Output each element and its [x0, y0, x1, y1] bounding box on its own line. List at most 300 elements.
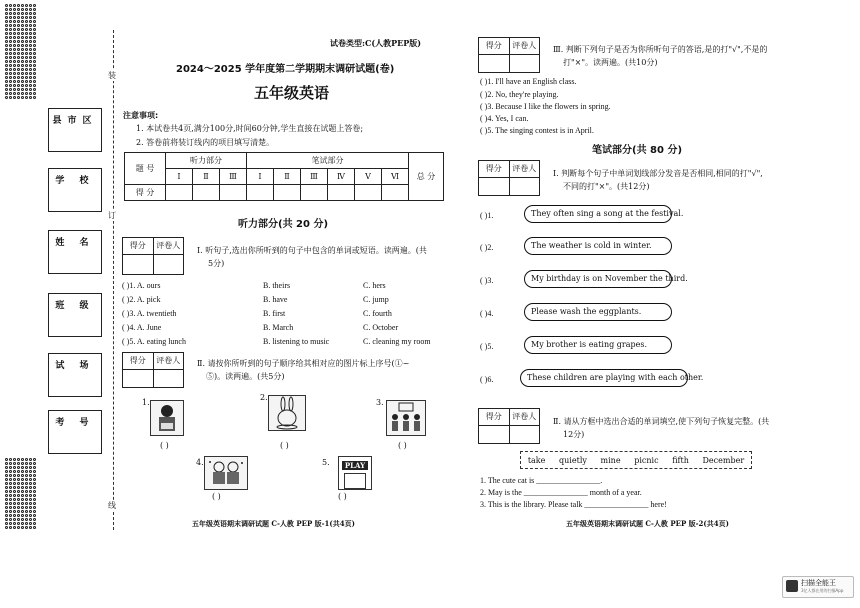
mini-score-cell[interactable] — [123, 370, 154, 387]
binding-ring — [9, 506, 12, 509]
written-q1-instruction-2: 不同的打"×"。(共12分) — [563, 182, 650, 191]
binding-ring — [9, 494, 12, 497]
score-cell[interactable] — [166, 185, 193, 201]
binding-ring — [21, 76, 24, 79]
score-col-w2: Ⅱ — [274, 169, 301, 185]
field-exam-room-label: 试 场 — [55, 361, 95, 371]
binding-ring — [13, 92, 16, 95]
binding-ring — [5, 36, 8, 39]
binding-ring — [5, 16, 8, 19]
binding-ring — [21, 60, 24, 63]
binding-ring — [25, 76, 28, 79]
binding-ring — [9, 518, 12, 521]
binding-ring — [33, 16, 36, 19]
field-name-label: 姓 名 — [55, 238, 95, 248]
binding-ring — [29, 88, 32, 91]
score-cell[interactable] — [328, 185, 355, 201]
binding-ring — [25, 474, 28, 477]
binding-ring — [9, 24, 12, 27]
binding-ring — [5, 68, 8, 71]
binding-ring — [29, 52, 32, 55]
listening-q3-row-4: ( )4. Yes, I can. — [480, 114, 529, 123]
binding-rings-top — [2, 4, 38, 100]
mini-score-cell[interactable] — [479, 55, 510, 72]
binding-ring — [9, 470, 12, 473]
binding-ring — [33, 80, 36, 83]
exam-title: 2024～2025 学年度第二学期期末调研试题(卷) — [176, 64, 395, 75]
binding-ring — [13, 52, 16, 55]
binding-ring — [21, 36, 24, 39]
listening-q3-row-3: ( )3. Because I like the flowers in spring. — [480, 102, 611, 111]
watermark-subtext: 3亿人都在用的扫描App — [801, 588, 844, 593]
binding-ring — [9, 458, 12, 461]
binding-ring — [25, 24, 28, 27]
binding-ring — [29, 96, 32, 99]
binding-ring — [29, 44, 32, 47]
picture-1-answer[interactable]: ( ) — [160, 441, 169, 450]
listening-q2-instruction-2: ⑤)。读两遍。(共5分) — [206, 372, 285, 381]
mini-grader-cell[interactable] — [154, 255, 184, 274]
binding-ring — [21, 20, 24, 23]
binding-ring — [25, 56, 28, 59]
score-cell[interactable] — [355, 185, 382, 201]
picture-2-num: 2. — [260, 393, 268, 402]
word-bank-item: picnic — [634, 455, 659, 465]
binding-ring — [25, 522, 28, 525]
binding-ring — [33, 52, 36, 55]
binding-ring — [33, 72, 36, 75]
picture-2-answer[interactable]: ( ) — [280, 441, 289, 450]
binding-ring — [9, 68, 12, 71]
binding-ring — [21, 494, 24, 497]
binding-ring — [5, 28, 8, 31]
score-col-w4: Ⅳ — [328, 169, 355, 185]
binding-ring — [17, 482, 20, 485]
binding-ring — [25, 458, 28, 461]
field-exam-number[interactable] — [48, 410, 102, 454]
binding-ring — [33, 68, 36, 71]
binding-ring — [9, 482, 12, 485]
binding-ring — [17, 20, 20, 23]
field-school-label: 学 校 — [55, 176, 95, 186]
binding-ring — [29, 32, 32, 35]
binding-ring — [5, 510, 8, 513]
score-cell[interactable] — [220, 185, 247, 201]
binding-ring — [29, 482, 32, 485]
binding-ring — [29, 28, 32, 31]
notes-item-2: 2. 答卷前将装订线内的项目填写清楚。 — [136, 138, 275, 147]
binding-ring — [17, 56, 20, 59]
binding-ring — [21, 506, 24, 509]
binding-ring — [29, 490, 32, 493]
binding-ring — [17, 92, 20, 95]
binding-rings-bottom — [2, 458, 38, 530]
binding-ring — [5, 60, 8, 63]
binding-ring — [21, 470, 24, 473]
binding-ring — [29, 72, 32, 75]
mini-grader-cell[interactable] — [154, 370, 184, 387]
binding-ring — [33, 506, 36, 509]
mini-score-cell[interactable] — [479, 426, 510, 443]
listening-q1-row-5-b: B. listening to music — [263, 337, 330, 346]
binding-ring — [5, 482, 8, 485]
binding-ring — [13, 96, 16, 99]
binding-ring — [33, 518, 36, 521]
binding-ring — [17, 28, 20, 31]
binding-ring — [21, 518, 24, 521]
watermark-text: 扫描全能王 — [801, 579, 836, 587]
written-q2-score-box — [478, 408, 540, 444]
score-cell[interactable] — [193, 185, 220, 201]
binding-ring — [29, 522, 32, 525]
binding-ring — [17, 48, 20, 51]
binding-ring — [5, 80, 8, 83]
listening-q1-row-1-a: ( )1. A. ours — [122, 281, 161, 290]
mini-grader-label: 评卷人 — [156, 356, 181, 365]
written-heading: 笔试部分(共 80 分) — [592, 145, 683, 156]
binding-ring — [25, 502, 28, 505]
binding-ring — [17, 458, 20, 461]
binding-ring — [29, 60, 32, 63]
binding-ring — [13, 526, 16, 529]
field-name[interactable] — [48, 230, 102, 274]
binding-ring — [25, 36, 28, 39]
binding-ring — [21, 502, 24, 505]
binding-ring — [13, 48, 16, 51]
binding-ring — [13, 12, 16, 15]
binding-ring — [5, 8, 8, 11]
binding-ring — [9, 40, 12, 43]
listening-q1-score-box — [122, 237, 184, 275]
binding-ring — [21, 48, 24, 51]
binding-ring — [33, 64, 36, 67]
binding-ring — [5, 12, 8, 15]
picture-3-answer[interactable]: ( ) — [398, 441, 407, 450]
binding-ring — [25, 518, 28, 521]
binding-ring — [17, 490, 20, 493]
binding-ring — [9, 92, 12, 95]
score-col-l1: Ⅰ — [166, 169, 193, 185]
binding-ring — [5, 466, 8, 469]
watermark-badge — [782, 576, 854, 598]
listening-q1-row-2-b: B. have — [263, 295, 288, 304]
binding-ring — [17, 88, 20, 91]
mini-grader-cell[interactable] — [510, 426, 540, 443]
listening-q1-row-2-a: ( )2. A. pick — [122, 295, 161, 304]
binding-ring — [33, 32, 36, 35]
binding-ring — [5, 486, 8, 489]
score-cell[interactable] — [247, 185, 274, 201]
binding-ring — [29, 494, 32, 497]
binding-ring — [29, 470, 32, 473]
mini-score-label: 得分 — [123, 238, 154, 254]
binding-ring — [5, 458, 8, 461]
binding-ring — [21, 88, 24, 91]
binding-ring — [21, 68, 24, 71]
written-q1-row-6-sentence: These children are playing with each other. — [520, 369, 688, 387]
binding-ring — [9, 522, 12, 525]
binding-ring — [29, 48, 32, 51]
written-q2-instruction-1: Ⅱ. 请从方框中选出合适的单词填空,使下列句子恢复完整。(共 — [553, 417, 770, 426]
field-exam-number-label: 考 号 — [55, 418, 95, 428]
binding-ring — [5, 88, 8, 91]
mini-score-label: 得分 — [479, 38, 510, 54]
mini-grader-cell[interactable] — [510, 55, 540, 72]
written-q2-row-3: 3. This is the library. Please talk ________________ here! — [480, 500, 667, 509]
binding-ring — [13, 56, 16, 59]
score-table — [124, 152, 444, 201]
word-bank — [520, 451, 752, 469]
score-cell[interactable] — [301, 185, 328, 201]
mini-score-label: 得分 — [479, 409, 510, 425]
binding-ring — [21, 490, 24, 493]
score-table-written: 笔试部分 — [247, 153, 409, 169]
binding-ring — [29, 518, 32, 521]
binding-ring — [29, 16, 32, 19]
footer-left: 五年级英语期末调研试题 C-人教 PEP 版-1(共4页) — [192, 519, 355, 528]
binding-ring — [29, 526, 32, 529]
binding-ring — [5, 490, 8, 493]
binding-char-xian: 线 — [108, 501, 116, 510]
written-q1-score-box — [478, 160, 540, 196]
binding-ring — [33, 4, 36, 7]
binding-ring — [33, 44, 36, 47]
binding-ring — [13, 68, 16, 71]
listening-heading: 听力部分(共 20 分) — [238, 219, 329, 230]
binding-ring — [21, 498, 24, 501]
binding-ring — [25, 40, 28, 43]
binding-ring — [5, 526, 8, 529]
binding-ring — [33, 466, 36, 469]
binding-ring — [25, 96, 28, 99]
binding-ring — [29, 478, 32, 481]
binding-ring — [9, 510, 12, 513]
binding-ring — [13, 76, 16, 79]
binding-ring — [29, 486, 32, 489]
picture-5-answer[interactable]: ( ) — [338, 492, 347, 501]
binding-ring — [5, 494, 8, 497]
written-q1-row-2-sentence: The weather is cold in winter. — [524, 237, 672, 255]
binding-ring — [17, 494, 20, 497]
binding-ring — [17, 12, 20, 15]
written-q2-instruction-2: 12分) — [563, 430, 585, 439]
binding-ring — [13, 72, 16, 75]
binding-ring — [33, 76, 36, 79]
binding-dashed-line — [113, 30, 114, 530]
binding-ring — [17, 514, 20, 517]
binding-ring — [33, 48, 36, 51]
binding-ring — [17, 60, 20, 63]
binding-ring — [29, 40, 32, 43]
binding-ring — [5, 72, 8, 75]
binding-ring — [5, 462, 8, 465]
written-q1-row-6-num: ( )6. — [480, 375, 494, 384]
binding-ring — [9, 84, 12, 87]
score-cell[interactable] — [382, 185, 409, 201]
binding-ring — [33, 84, 36, 87]
binding-ring — [25, 470, 28, 473]
binding-ring — [29, 80, 32, 83]
binding-ring — [17, 466, 20, 469]
binding-ring — [9, 88, 12, 91]
binding-ring — [9, 60, 12, 63]
binding-ring — [13, 506, 16, 509]
binding-ring — [25, 68, 28, 71]
binding-ring — [21, 466, 24, 469]
binding-ring — [33, 486, 36, 489]
field-county[interactable] — [48, 108, 102, 152]
binding-ring — [25, 88, 28, 91]
binding-ring — [21, 72, 24, 75]
written-q1-row-1-sentence: They often sing a song at the festival. — [524, 205, 672, 223]
binding-ring — [33, 56, 36, 59]
binding-ring — [13, 494, 16, 497]
written-q1-row-3-num: ( )3. — [480, 276, 494, 285]
binding-ring — [13, 64, 16, 67]
listening-q1-row-5-a: ( )5. A. eating lunch — [122, 337, 186, 346]
binding-ring — [21, 458, 24, 461]
binding-ring — [5, 522, 8, 525]
field-class-label: 班 级 — [55, 301, 95, 311]
binding-ring — [25, 466, 28, 469]
binding-ring — [33, 28, 36, 31]
binding-ring — [25, 44, 28, 47]
binding-char-zhuang: 装 — [108, 71, 116, 80]
binding-ring — [29, 458, 32, 461]
binding-ring — [29, 36, 32, 39]
binding-ring — [13, 16, 16, 19]
binding-ring — [13, 8, 16, 11]
mini-grader-cell[interactable] — [510, 178, 540, 195]
listening-q3-instruction-2: 打"×"。读两遍。(共10分) — [563, 58, 658, 67]
binding-ring — [33, 96, 36, 99]
binding-ring — [5, 56, 8, 59]
binding-ring — [21, 522, 24, 525]
binding-ring — [17, 4, 20, 7]
binding-ring — [25, 486, 28, 489]
binding-ring — [21, 32, 24, 35]
binding-ring — [29, 76, 32, 79]
binding-ring — [17, 64, 20, 67]
binding-ring — [25, 64, 28, 67]
binding-ring — [9, 96, 12, 99]
picture-rabbit — [268, 395, 306, 431]
listening-q1-row-5-c: C. cleaning my room — [363, 337, 431, 346]
field-school[interactable] — [48, 168, 102, 212]
score-table-tihao: 题 号 — [125, 153, 166, 185]
binding-ring — [21, 474, 24, 477]
listening-q3-score-box — [478, 37, 540, 73]
binding-ring — [33, 498, 36, 501]
listening-q2-score-box — [122, 352, 184, 388]
binding-ring — [33, 482, 36, 485]
binding-ring — [25, 84, 28, 87]
written-q1-row-4-num: ( )4. — [480, 309, 494, 318]
binding-ring — [17, 76, 20, 79]
binding-ring — [9, 486, 12, 489]
word-bank-item: quietly — [559, 455, 587, 465]
binding-ring — [33, 458, 36, 461]
binding-ring — [9, 498, 12, 501]
binding-ring — [21, 28, 24, 31]
binding-ring — [33, 526, 36, 529]
picture-5-num: 5. — [322, 458, 330, 467]
binding-ring — [13, 514, 16, 517]
binding-ring — [5, 24, 8, 27]
field-class[interactable] — [48, 293, 102, 337]
listening-q1-instruction-1: Ⅰ. 听句子,选出你所听到的句子中包含的单词或短语。读两遍。(共 — [197, 246, 427, 255]
binding-ring — [17, 522, 20, 525]
binding-ring — [25, 60, 28, 63]
mini-score-cell[interactable] — [123, 255, 154, 274]
binding-ring — [17, 16, 20, 19]
binding-ring — [17, 478, 20, 481]
binding-ring — [5, 40, 8, 43]
binding-ring — [9, 12, 12, 15]
binding-ring — [13, 522, 16, 525]
binding-ring — [21, 64, 24, 67]
binding-ring — [5, 64, 8, 67]
binding-ring — [21, 526, 24, 529]
picture-4-answer[interactable]: ( ) — [212, 492, 221, 501]
listening-q3-instruction-1: Ⅲ. 判断下列句子是否为你所听句子的答语,是的打"√",不是的 — [553, 45, 768, 54]
binding-ring — [17, 24, 20, 27]
written-q1-row-1-num: ( )1. — [480, 211, 494, 220]
picture-1-num: 1. — [142, 398, 150, 407]
binding-ring — [13, 498, 16, 501]
paper-type: 试卷类型:C(人教PEP版) — [330, 38, 422, 48]
binding-ring — [9, 28, 12, 31]
written-q1-instruction-1: Ⅰ. 判断每个句子中单词划线部分发音是否相同,相同的打"√", — [553, 169, 763, 178]
binding-ring — [17, 44, 20, 47]
binding-ring — [13, 518, 16, 521]
binding-char-ding: 订 — [108, 211, 116, 220]
binding-ring — [9, 80, 12, 83]
binding-ring — [21, 24, 24, 27]
mini-score-cell[interactable] — [479, 178, 510, 195]
binding-ring — [25, 52, 28, 55]
binding-ring — [13, 470, 16, 473]
score-col-w1: Ⅰ — [247, 169, 274, 185]
binding-ring — [29, 92, 32, 95]
binding-ring — [29, 506, 32, 509]
binding-ring — [17, 526, 20, 529]
mini-grader-label: 评卷人 — [512, 41, 537, 50]
binding-ring — [13, 20, 16, 23]
binding-ring — [33, 12, 36, 15]
score-col-l2: Ⅱ — [193, 169, 220, 185]
binding-ring — [17, 40, 20, 43]
score-cell[interactable] — [274, 185, 301, 201]
binding-ring — [33, 92, 36, 95]
binding-ring — [9, 526, 12, 529]
binding-ring — [9, 52, 12, 55]
field-exam-room[interactable] — [48, 353, 102, 397]
binding-ring — [21, 478, 24, 481]
word-bank-item: December — [702, 455, 745, 465]
picture-kids-winter — [204, 456, 248, 490]
binding-ring — [33, 462, 36, 465]
binding-ring — [17, 96, 20, 99]
binding-ring — [21, 56, 24, 59]
written-q1-row-3-sentence: My birthday is on November the third. — [524, 270, 672, 288]
listening-q3-row-1: ( )1. I'll have an English class. — [480, 77, 577, 86]
binding-ring — [17, 470, 20, 473]
listening-q3-row-5: ( )5. The singing contest is in April. — [480, 126, 594, 135]
binding-ring — [9, 72, 12, 75]
footer-right: 五年级英语期末调研试题 C-人教 PEP 版-2(共4页) — [566, 519, 729, 528]
binding-ring — [17, 518, 20, 521]
